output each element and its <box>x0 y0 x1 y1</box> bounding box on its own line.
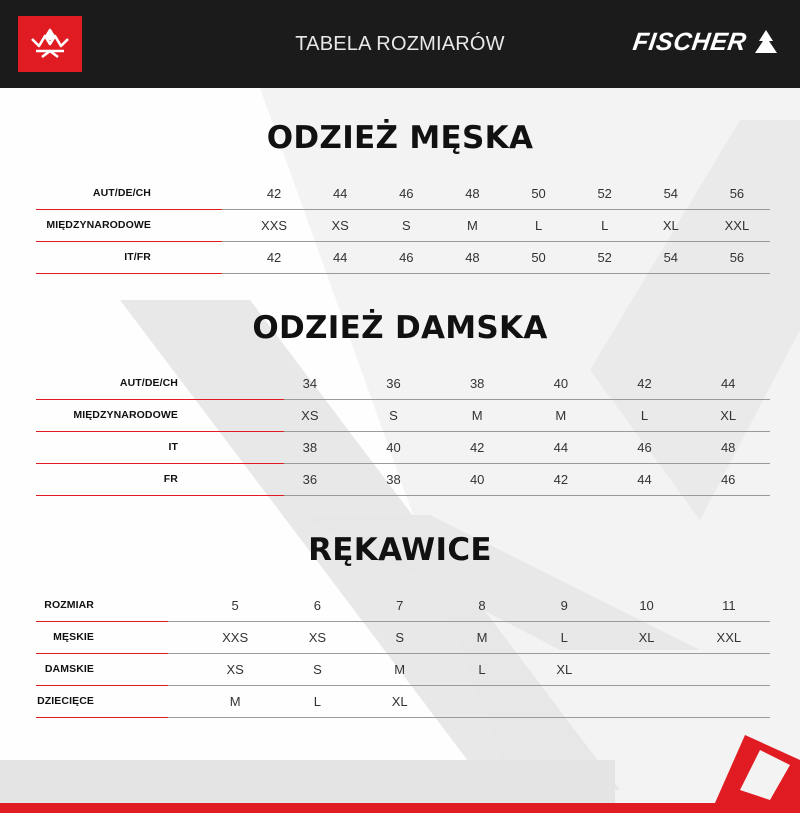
table-row <box>36 431 770 464</box>
table-cell: M <box>471 407 483 423</box>
table-cell: XS <box>226 661 244 677</box>
table-cell: 42 <box>553 471 569 487</box>
table-cell: 44 <box>720 375 736 391</box>
row-label: ROZMIAR <box>44 599 94 611</box>
table-row <box>36 399 770 432</box>
table-cell: XS <box>331 217 349 233</box>
table-row <box>36 177 770 210</box>
table-cell: M <box>467 217 478 233</box>
table-cell: 42 <box>469 439 485 455</box>
table-cell: 54 <box>663 185 679 201</box>
table-cell: 9 <box>560 597 568 613</box>
row-label: DAMSKIE <box>44 663 94 675</box>
table-cell: XL <box>638 629 655 645</box>
gloves-section-title: RĘKAWICE <box>308 532 492 568</box>
womens-section-title: ODZIEŻ DAMSKA <box>252 310 548 346</box>
table-cell: 44 <box>637 471 652 487</box>
table-cell: XXL <box>724 217 750 233</box>
table-cell: 56 <box>729 185 745 201</box>
table-cell: 36 <box>302 471 318 487</box>
table-cell: S <box>395 629 405 645</box>
table-cell <box>523 694 605 709</box>
table-cell: XL <box>391 693 408 709</box>
table-cell: XL <box>662 217 679 233</box>
table-cell: M <box>476 629 488 645</box>
table-cell: 38 <box>386 471 401 487</box>
table-row <box>36 653 770 686</box>
table-cell: 42 <box>637 375 652 391</box>
table-cell <box>605 662 687 677</box>
table-cell <box>441 694 523 709</box>
table-cell: XXL <box>716 629 742 645</box>
table-cell: XS <box>308 629 327 645</box>
table-cell: 46 <box>399 185 414 201</box>
brand-name: FISCHER <box>630 27 749 56</box>
table-cell: M <box>555 407 567 423</box>
table-cell: 34 <box>302 375 318 391</box>
table-cell <box>605 694 687 709</box>
table-cell: 11 <box>722 597 736 613</box>
table-cell: 7 <box>396 597 404 613</box>
row-accent-line <box>36 717 168 718</box>
row-label: AUT/DE/CH <box>119 377 178 389</box>
table-cell: 42 <box>266 249 282 265</box>
row-label: FR <box>163 473 178 485</box>
table-cell: L <box>560 629 568 645</box>
table-cell: 42 <box>266 185 282 201</box>
table-row <box>36 241 770 274</box>
row-label: IT <box>168 441 178 453</box>
table-cell: 50 <box>531 185 546 201</box>
table-cell <box>688 662 770 677</box>
table-cell: 54 <box>663 249 679 265</box>
table-cell: L <box>478 661 486 677</box>
table-cell: 40 <box>386 439 401 455</box>
table-cell: 48 <box>465 185 480 201</box>
row-label: MIĘDZYNARODOWE <box>46 219 151 231</box>
table-cell: L <box>313 693 322 709</box>
table-cell: 5 <box>231 597 239 613</box>
table-cell: L <box>534 217 543 233</box>
table-cell: XXS <box>261 217 288 233</box>
row-label: IT/FR <box>124 251 151 263</box>
table-row <box>36 367 770 400</box>
table-row <box>36 209 770 242</box>
table-row <box>36 685 770 718</box>
table-cell: 38 <box>302 439 318 455</box>
table-cell <box>688 694 770 709</box>
table-cell: 40 <box>553 375 569 391</box>
table-cell: 36 <box>386 375 401 391</box>
table-cell: XS <box>301 407 319 423</box>
row-accent-line <box>36 273 222 274</box>
mens-section-title: ODZIEŻ MĘSKA <box>266 120 534 156</box>
table-cell: S <box>401 217 411 233</box>
table-row <box>36 463 770 496</box>
table-cell: L <box>640 407 649 423</box>
table-cell: 44 <box>332 185 348 201</box>
table-cell: L <box>601 217 609 233</box>
table-cell: 40 <box>469 471 485 487</box>
row-label: MIĘDZYNARODOWE <box>73 409 178 421</box>
table-cell: 48 <box>720 439 736 455</box>
table-cell: XL <box>720 407 737 423</box>
table-cell: XL <box>556 661 573 677</box>
table-cell: S <box>389 407 398 423</box>
table-cell: 6 <box>313 597 322 613</box>
page-title: TABELA ROZMIARÓW <box>295 32 505 55</box>
table-cell: 38 <box>469 375 485 391</box>
table-cell: M <box>229 693 241 709</box>
table-row <box>36 589 770 622</box>
table-cell: 48 <box>465 249 480 265</box>
row-label: AUT/DE/CH <box>92 187 151 199</box>
table-cell: 44 <box>553 439 569 455</box>
table-cell: 50 <box>531 249 546 265</box>
table-cell: 46 <box>720 471 736 487</box>
table-row <box>36 621 770 654</box>
table-cell: 52 <box>597 249 612 265</box>
table-cell: XXS <box>222 629 249 645</box>
table-cell: M <box>394 661 406 677</box>
row-label: DZIECIĘCE <box>37 695 94 707</box>
table-cell: 8 <box>478 597 486 613</box>
table-cell: 46 <box>399 249 414 265</box>
table-cell: 44 <box>332 249 348 265</box>
table-cell: S <box>313 661 322 677</box>
table-cell: 52 <box>597 185 612 201</box>
table-cell: 56 <box>729 249 745 265</box>
table-cell: 10 <box>639 597 654 613</box>
row-accent-line <box>36 495 284 496</box>
table-cell: 46 <box>637 439 652 455</box>
row-label: MĘSKIE <box>53 631 94 643</box>
